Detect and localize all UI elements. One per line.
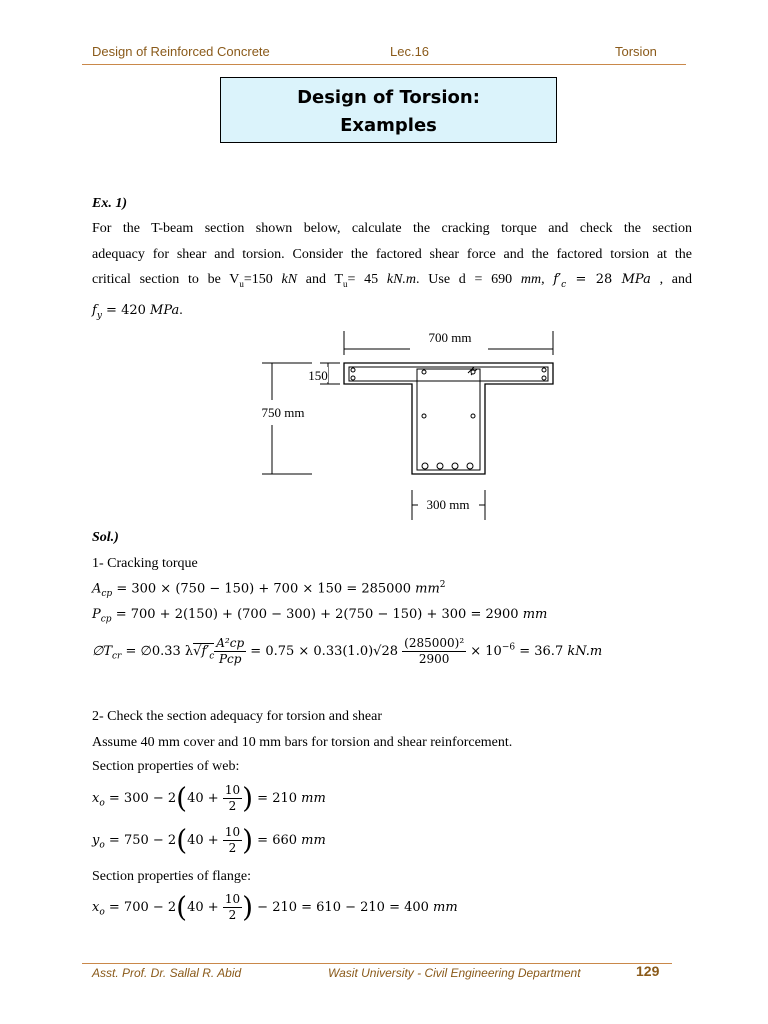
web-properties-heading: Section properties of web: xyxy=(92,759,240,774)
equation-yo-web: $y_o = 750 - 2(40$ + $\frac{10}{2}$ ) = 660 mm xyxy=(92,823,326,857)
footer-rule xyxy=(82,963,672,964)
dim-300-label: 300 mm xyxy=(426,497,470,512)
assumption-text: Assume 40 mm cover and 10 mm bars for torsion and shear reinforcement. xyxy=(92,735,513,750)
footer-author: Asst. Prof. Dr. Sallal R. Abid xyxy=(92,966,242,980)
t-beam-section-figure xyxy=(250,325,570,525)
title-line-2: Examples xyxy=(340,115,437,136)
solution-label: Sol.) xyxy=(92,530,119,545)
problem-line-2: adequacy for shear and torsion. Consider the factored shear force and the factored torsion at the xyxy=(92,246,692,262)
header-rule xyxy=(82,64,686,65)
example-label: Ex. 1) xyxy=(92,196,127,211)
flange-properties-heading: Section properties of flange: xyxy=(92,869,252,884)
equation-cracking-torque: $\emptyset T_{cr}$ = ∅0.33 $\lambda√f'_c$ $\frac{\text{A²cp}}{\text{Pcp}}$ = 0.75 × 0.33(1.0)√28 $\frac{\text{(285000)²}}{2900}$ × $10^{-6} = 36.7$ kN.m xyxy=(92,636,603,666)
header-lecture: Lec.16 xyxy=(390,44,430,59)
step-2-heading: 2- Check the section adequacy for torsion and shear xyxy=(92,709,383,724)
problem-line-4: $f_y = 420$ MPa. xyxy=(92,303,183,322)
problem-statement xyxy=(92,216,692,330)
header-course-title: Design of Reinforced Concrete xyxy=(92,44,270,59)
step-1-heading: 1- Cracking torque xyxy=(92,556,198,571)
problem-line-3: critical section to be $V_u=150$ kN and $T_u= 45$ kN.m. Use d = 690 mm, $f'_c = 28$ MPa , and xyxy=(92,272,693,290)
equation-acp: $A_{cp} = 300 \times (750 - 150) + 700 \times 150 = 285000$ $mm^2$ xyxy=(92,580,446,599)
header-topic: Torsion xyxy=(615,44,657,59)
page-number: 129 xyxy=(636,963,660,979)
equation-xo-web: $x_o = 300 - 2(40$ + $\frac{10}{2}$ ) = 210 mm xyxy=(92,781,326,815)
title-box xyxy=(220,77,557,143)
footer-institution: Wasit University - Civil Engineering Department xyxy=(328,966,581,980)
dim-750-label: 750 mm xyxy=(261,405,305,420)
equation-pcp: $P_{cp} = 700 + 2(150) + (700 - 300) + 2(750 - 150) + 300 = 2900$ mm xyxy=(92,607,548,625)
title-line-1: Design of Torsion: xyxy=(297,87,480,108)
dim-150-label: 150 xyxy=(308,368,328,383)
equation-xo-flange: $x_o = 700 - 2(40$ + $\frac{10}{2}$ ) − 210 = 610 − 210 = 400 mm xyxy=(92,890,458,924)
dim-700-label: 700 mm xyxy=(428,330,472,345)
problem-line-1: For the T-beam section shown below, calculate the cracking torque and check the section xyxy=(92,221,692,236)
